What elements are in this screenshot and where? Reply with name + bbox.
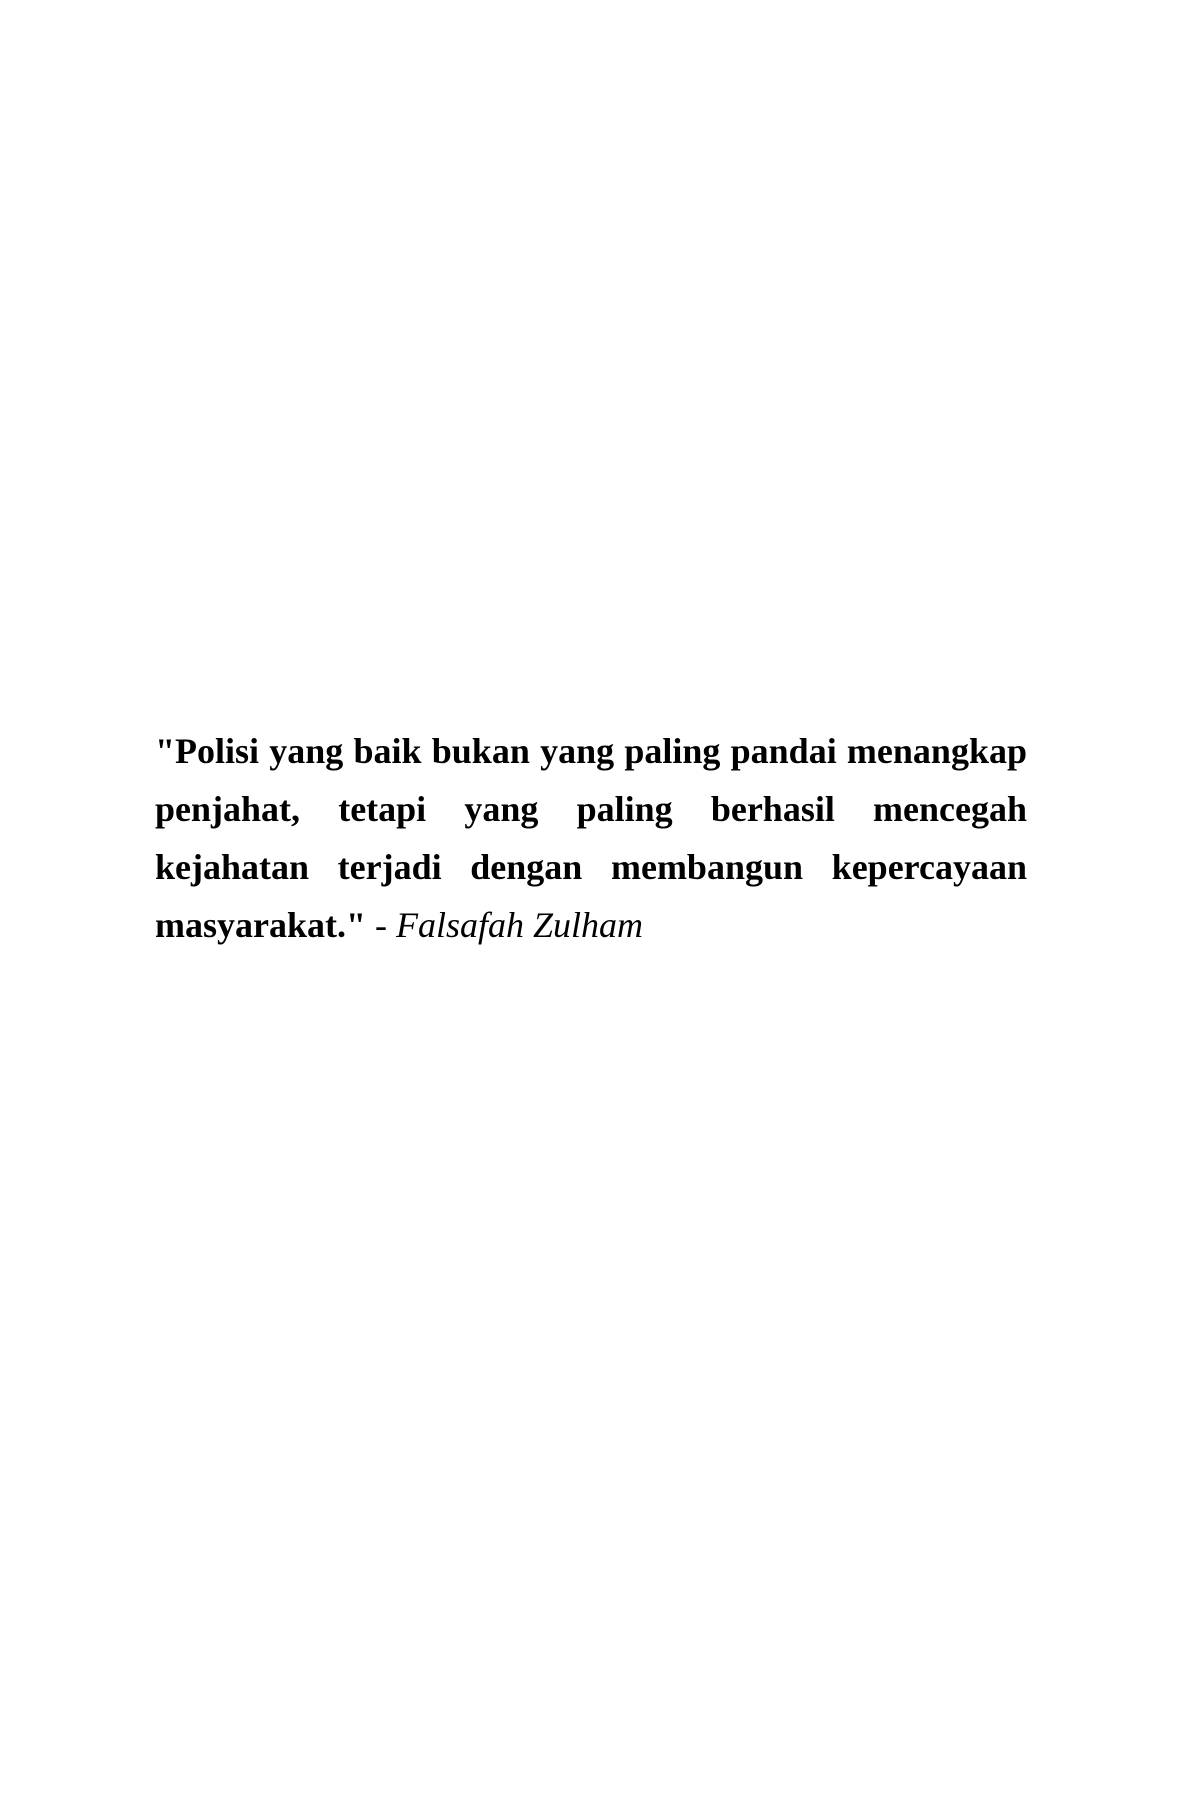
quote-separator: -: [365, 905, 396, 945]
quote-block: [155, 722, 1027, 954]
quote-text: "Polisi yang baik bukan yang paling pandai menangkap penjahat, tetapi yang paling berhasil mencegah kejahatan terjadi dengan membangun kepercayaan masyarakat.": [155, 731, 1027, 945]
quote-attribution: Falsafah Zulham: [395, 905, 644, 945]
